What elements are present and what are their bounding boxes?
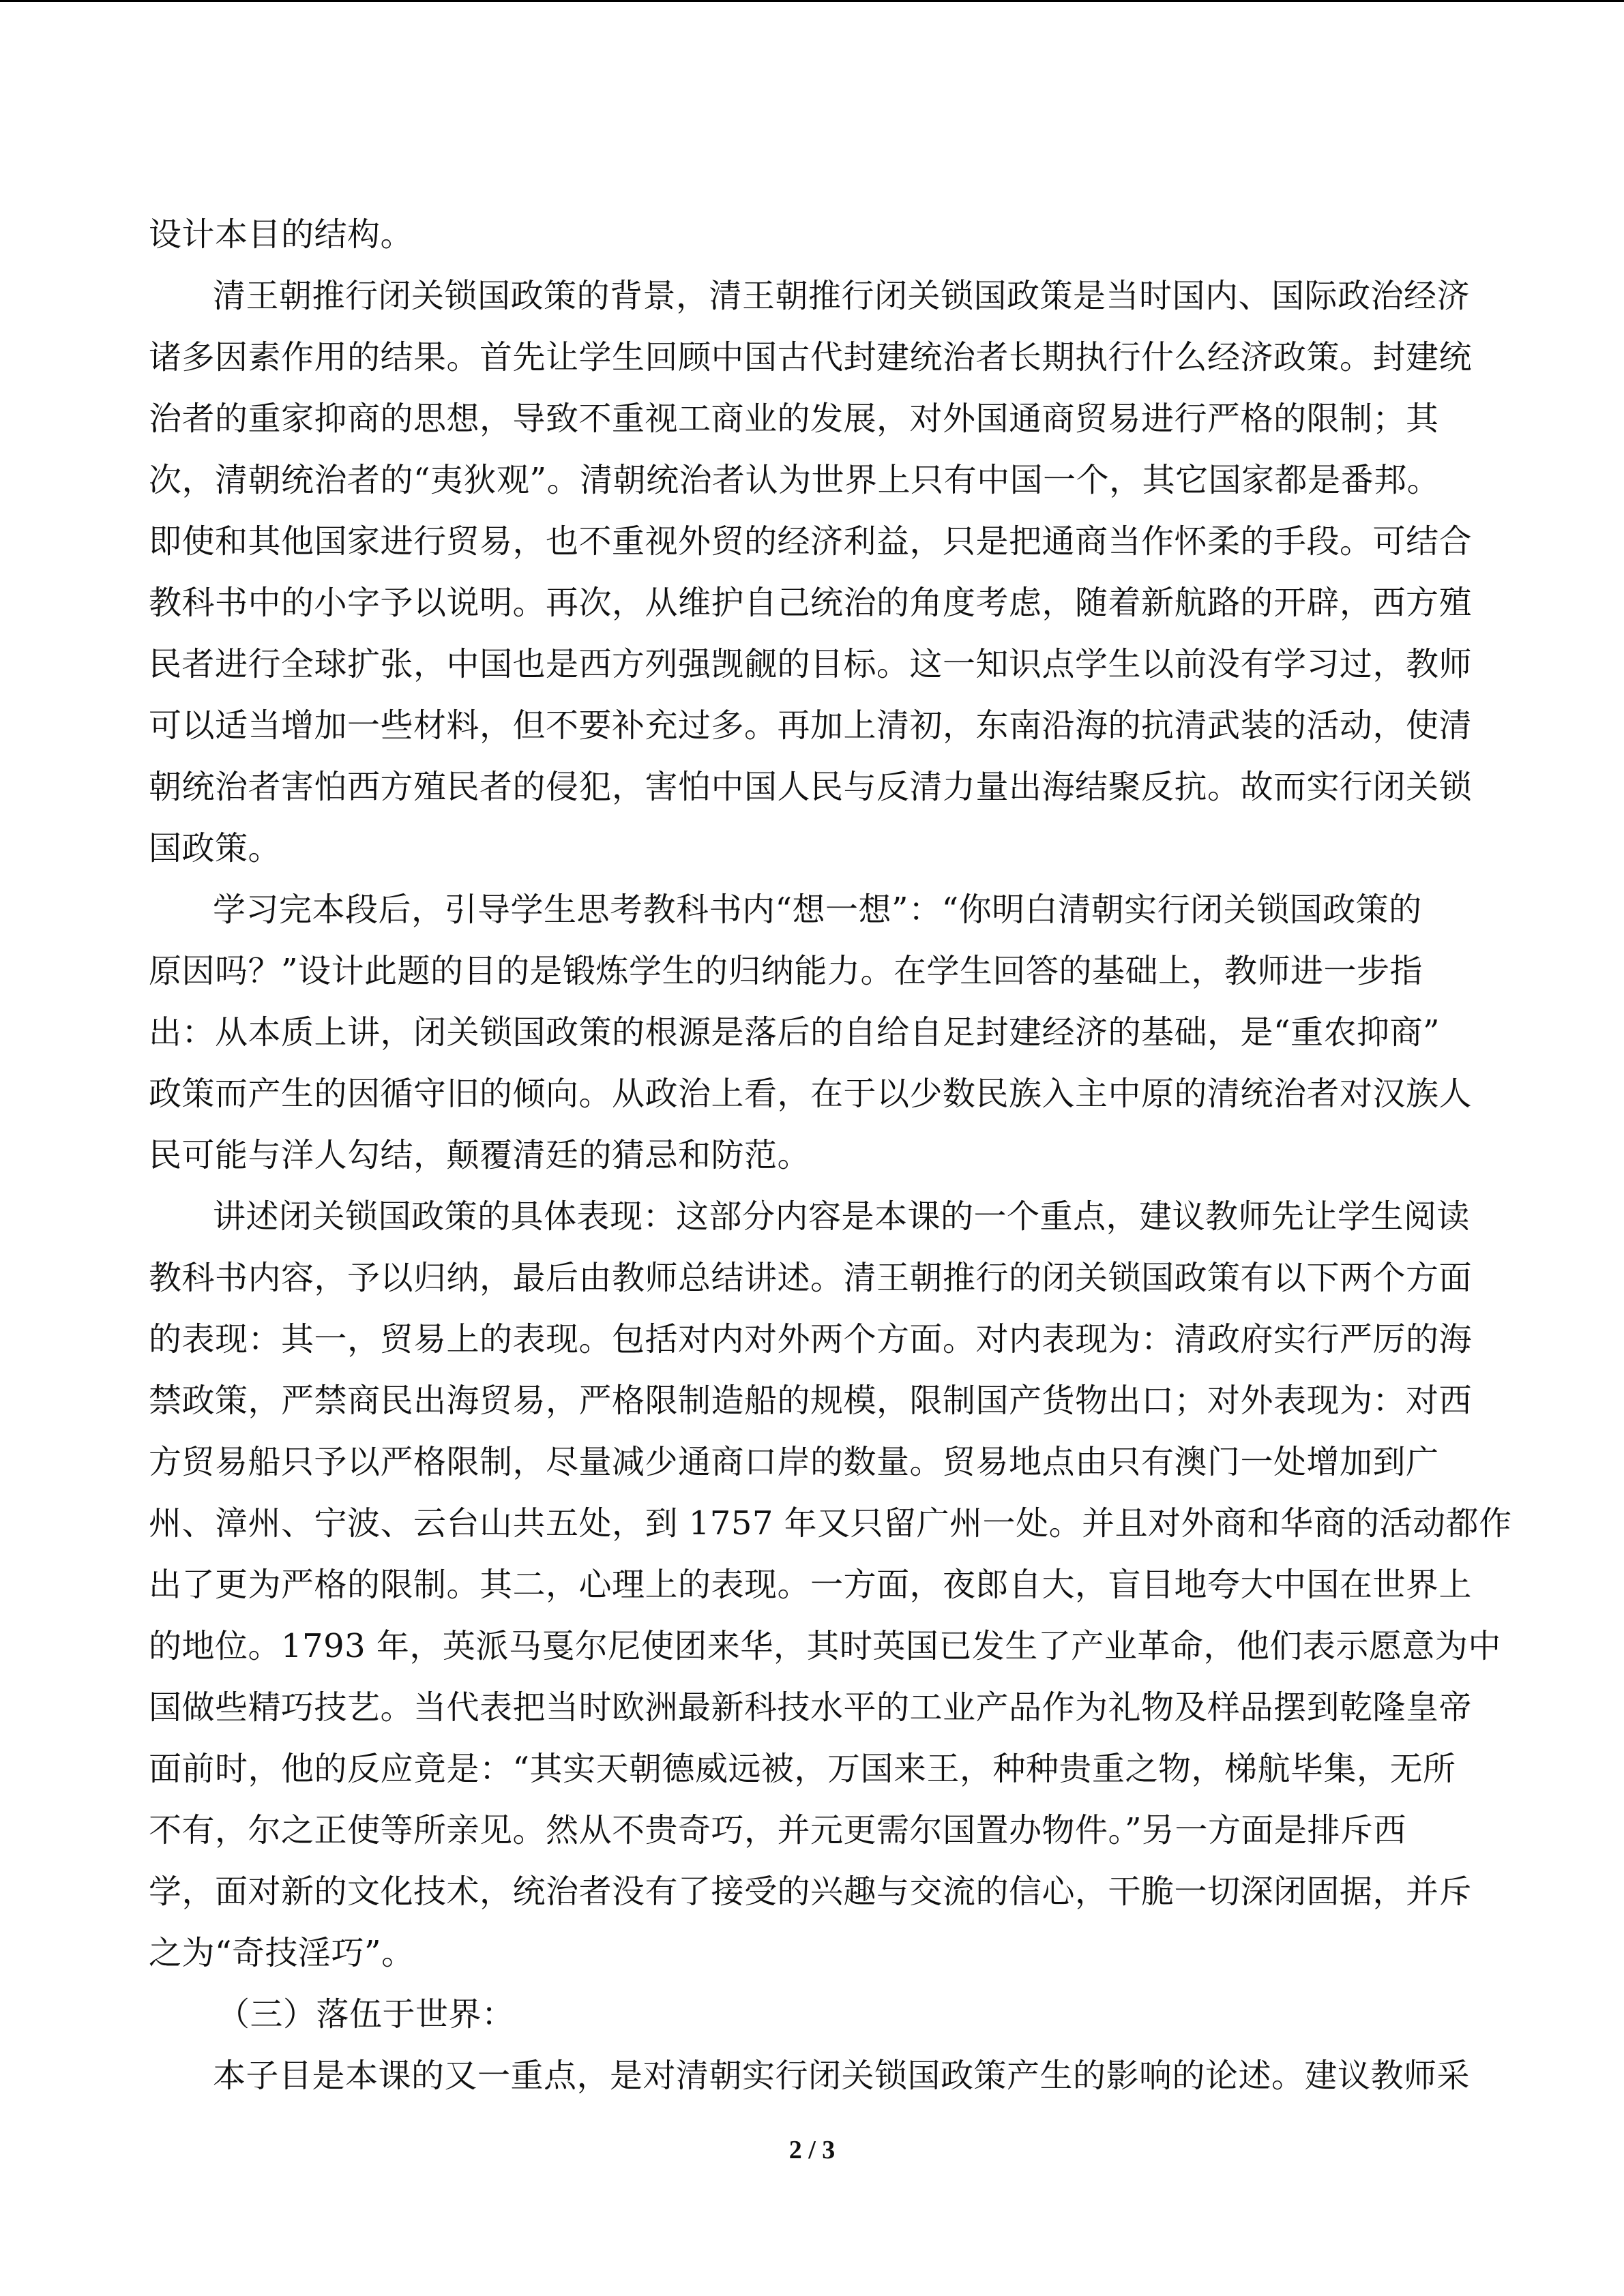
text-line: 即使和其他国家进行贸易，也不重视外贸的经济利益，只是把通商当作怀柔的手段。可结合 [149, 522, 1473, 561]
text-line: 可以适当增加一些材料，但不要补充过多。再加上清初，东南沿海的抗清武装的活动，使清 [149, 706, 1473, 745]
text-line: 教科书内容，予以归纳，最后由教师总结讲述。清王朝推行的闭关锁国政策有以下两个方面 [149, 1259, 1473, 1297]
text-line: 教科书中的小字予以说明。再次，从维护自己统治的角度考虑，随着新航路的开辟，西方殖 [149, 584, 1473, 622]
section-heading: （三）落伍于世界： [217, 1995, 515, 2033]
text-line: 朝统治者害怕西方殖民者的侵犯，害怕中国人民与反清力量出海结聚反抗。故而实行闭关锁 [149, 768, 1473, 806]
text-line: 原因吗？”设计此题的目的是锻炼学生的归纳能力。在学生回答的基础上，教师进一步指 [149, 952, 1423, 990]
text-line: 州、漳州、宁波、云台山共五处，到 1757 年又只留广州一处。并且对外商和华商的活动都作 [149, 1504, 1512, 1542]
text-line: 出：从本质上讲，闭关锁国政策的根源是落后的自给自足封建经济的基础，是“重农抑商” [149, 1013, 1441, 1052]
text-line: 设计本目的结构。 [149, 215, 414, 254]
text-line: 禁政策，严禁商民出海贸易，严格限制造船的规模，限制国产货物出口；对外表现为：对西 [149, 1382, 1473, 1420]
text-line: 的表现：其一，贸易上的表现。包括对内对外两个方面。对内表现为：清政府实行严厉的海 [149, 1320, 1473, 1358]
text-line: 出了更为严格的限制。其二，心理上的表现。一方面，夜郎自大，盲目地夸大中国在世界上 [149, 1566, 1473, 1604]
text-line: 清王朝推行闭关锁国政策的背景，清王朝推行闭关锁国政策是当时国内、国际政治经济 [213, 277, 1471, 315]
text-line: 诸多因素作用的结果。首先让学生回顾中国古代封建统治者长期执行什么经济政策。封建统 [149, 338, 1473, 376]
text-line: 讲述闭关锁国政策的具体表现：这部分内容是本课的一个重点，建议教师先让学生阅读 [213, 1197, 1471, 1236]
text-line: 民者进行全球扩张，中国也是西方列强觊觎的目标。这一知识点学生以前没有学习过，教师 [149, 645, 1473, 683]
text-line: 的地位。1793 年，英派马戛尔尼使团来华，其时英国已发生了产业革命，他们表示愿意为中 [149, 1627, 1501, 1665]
text-line: 民可能与洋人勾结，颠覆清廷的猜忌和防范。 [149, 1136, 811, 1174]
text-line: 方贸易船只予以严格限制，尽量减少通商口岸的数量。贸易地点由只有澳门一处增加到广 [149, 1443, 1439, 1481]
text-line: 学，面对新的文化技术，统治者没有了接受的兴趣与交流的信心，干脆一切深闭固据，并斥 [149, 1873, 1473, 1911]
text-line: 治者的重家抑商的思想，导致不重视工商业的发展，对外国通商贸易进行严格的限制；其 [149, 400, 1439, 438]
text-line: 政策而产生的因循守旧的倾向。从政治上看，在于以少数民族入主中原的清统治者对汉族人 [149, 1075, 1473, 1113]
text-line: 面前时，他的反应竟是：“其实天朝德威远被，万国来王，种种贵重之物，梯航毕集，无所 [149, 1750, 1456, 1788]
text-line: 国做些精巧技艺。当代表把当时欧洲最新科技水平的工业产品作为礼物及样品摆到乾隆皇帝 [149, 1688, 1473, 1727]
text-line: 学习完本段后，引导学生思考教科书内“想一想”：“你明白清朝实行闭关锁国政策的 [213, 891, 1422, 929]
text-line: 国政策。 [149, 829, 282, 867]
text-line: 之为“奇技淫巧”。 [149, 1934, 415, 1972]
text-line: 本子目是本课的又一重点，是对清朝实行闭关锁国政策产生的影响的论述。建议教师采 [213, 2057, 1471, 2095]
page-number: 2 / 3 [788, 2136, 836, 2164]
text-line: 不有，尔之正使等所亲见。然从不贵奇巧，并元更需尔国置办物件。”另一方面是排斥西 [149, 1811, 1407, 1849]
text-line: 次，清朝统治者的“夷狄观”。清朝统治者认为世界上只有中国一个，其它国家都是番邦。 [149, 461, 1441, 499]
